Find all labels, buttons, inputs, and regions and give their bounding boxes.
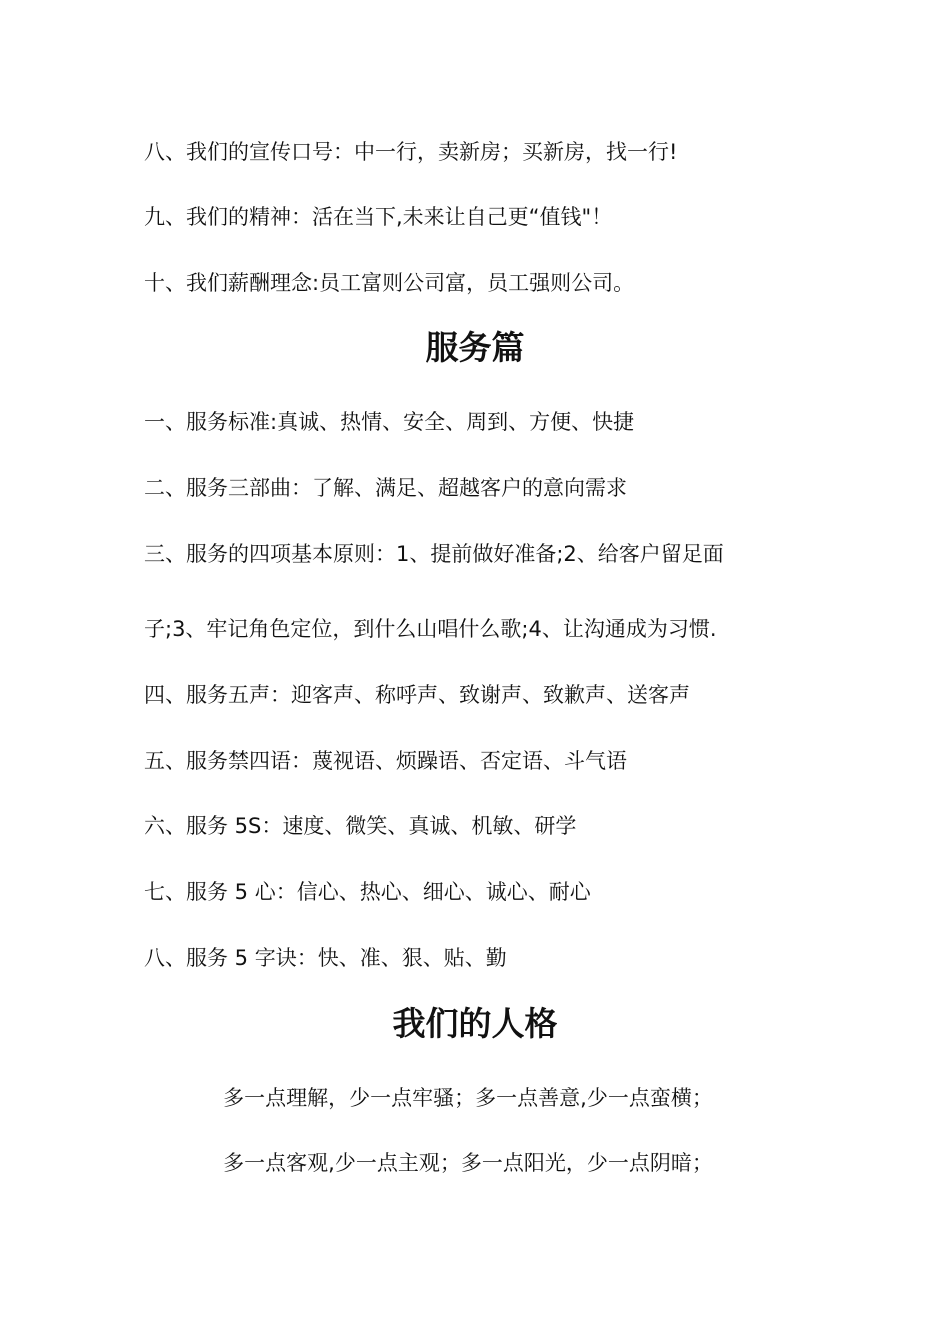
- service-item-standard: 一、服务标准:真诚、热情、安全、周到、方便、快捷: [144, 410, 635, 434]
- section-heading-service: 服务篇: [425, 328, 525, 367]
- service-item-five-voices: 四、服务五声：迎客声、称呼声、致谢声、致歉声、送客声: [144, 683, 690, 707]
- culture-item-slogan: 八、我们的宣传口号：中一行，卖新房；买新房，找一行!: [144, 140, 678, 164]
- culture-item-salary: 十、我们薪酬理念:员工富则公司富，员工强则公司。: [144, 271, 635, 295]
- culture-item-spirit: 九、我们的精神：活在当下,未来让自己更“值钱"！: [144, 205, 613, 229]
- personality-line-1: 多一点理解，少一点牢骚；多一点善意,少一点蛮横；: [223, 1086, 713, 1110]
- section-heading-personality: 我们的人格: [392, 1004, 558, 1043]
- service-item-principles-cont: 子;3、牢记角色定位，到什么山唱什么歌;4、让沟通成为习惯.: [144, 617, 717, 641]
- service-item-three-steps: 二、服务三部曲：了解、满足、超越客户的意向需求: [144, 476, 627, 500]
- service-item-principles: 三、服务的四项基本原则：1、提前做好准备;2、给客户留足面: [144, 542, 724, 566]
- service-item-four-banned-words: 五、服务禁四语：蔑视语、烦躁语、否定语、斗气语: [144, 749, 627, 773]
- personality-line-2: 多一点客观,少一点主观；多一点阳光，少一点阴暗；: [223, 1151, 713, 1175]
- service-item-5-hearts: 七、服务 5 心：信心、热心、细心、诚心、耐心: [144, 880, 591, 904]
- service-item-5s: 六、服务 5S：速度、微笑、真诚、机敏、研学: [144, 814, 577, 838]
- service-item-5-words: 八、服务 5 字诀：快、准、狠、贴、勤: [144, 946, 507, 970]
